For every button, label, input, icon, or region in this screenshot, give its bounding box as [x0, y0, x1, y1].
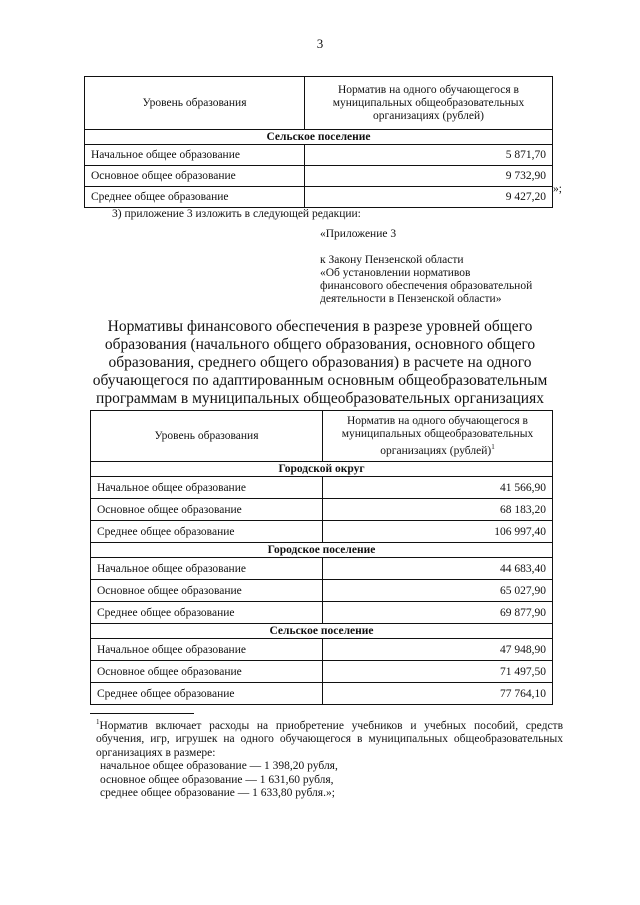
footnote-marker: 1 — [96, 718, 100, 726]
table-row — [85, 187, 553, 208]
document-title: Нормативы финансового обеспечения в разрезе уровней общего образования (начального общего образования, основного общего образования, среднего общего образования) в расчете на одного обучающегося по адаптированным основным общеобразовательным программам в муниципальных общеобразовательных организациях — [92, 318, 548, 407]
quote-close-suffix: »; — [553, 183, 562, 195]
cell-value: 77 764,10 — [323, 683, 553, 705]
section-title: Городское поселение — [91, 543, 553, 558]
column-header-level: Уровень образования — [85, 77, 305, 130]
appendix-line: «Об установлении нормативов — [320, 267, 471, 279]
section-row — [91, 543, 553, 558]
norm-table-rural — [84, 76, 553, 208]
table-row — [91, 521, 553, 543]
table-row — [91, 602, 553, 624]
footnote-text: Норматив включает расходы на приобретение учебников и учебных пособий, средств обучения, игр, игрушек на одного обучающегося в муниципальных общеобразовательных организациях в размере: — [96, 719, 563, 759]
section-row — [91, 624, 553, 639]
footnote-separator — [90, 713, 194, 714]
appendix-line: финансового обеспечения образовательной — [320, 280, 533, 292]
section-title: Городской округ — [91, 462, 553, 477]
cell-level: Основное общее образование — [91, 499, 323, 521]
appendix-line: к Закону Пензенской области — [320, 254, 464, 266]
table-row — [91, 558, 553, 580]
cell-value: 71 497,50 — [323, 661, 553, 683]
cell-level: Начальное общее образование — [91, 477, 323, 499]
table-row — [91, 477, 553, 499]
section-title: Сельское поселение — [85, 130, 553, 145]
footnote-line: начальное общее образование — 1 398,20 рубля, — [100, 760, 338, 773]
footnote — [96, 716, 563, 801]
section-row — [85, 130, 553, 145]
cell-level: Среднее общее образование — [91, 683, 323, 705]
cell-level: Начальное общее образование — [91, 639, 323, 661]
table-row — [91, 661, 553, 683]
page-number: 3 — [316, 36, 324, 51]
footnote-line: среднее общее образование — 1 633,80 рубля.»; — [100, 787, 335, 800]
norm-table-adapted — [90, 410, 553, 705]
table-row — [91, 499, 553, 521]
cell-level: Начальное общее образование — [85, 145, 305, 166]
cell-level: Начальное общее образование — [91, 558, 323, 580]
footnote-body — [96, 716, 563, 760]
cell-value: 5 871,70 — [305, 145, 553, 166]
table-row — [85, 145, 553, 166]
column-header-norm-text: Норматив на одного обучающегося в муниципальных общеобразовательных организациях (рублей) — [341, 414, 534, 457]
table-row — [91, 580, 553, 602]
appendix-header — [320, 228, 580, 306]
cell-value: 69 877,90 — [323, 602, 553, 624]
table-row — [91, 639, 553, 661]
footnote-line: основное общее образование — 1 631,60 рубля, — [100, 773, 334, 786]
table-row — [91, 683, 553, 705]
appendix-title: «Приложение 3 — [320, 228, 397, 240]
cell-level: Основное общее образование — [85, 166, 305, 187]
cell-value: 41 566,90 — [323, 477, 553, 499]
section-row — [91, 462, 553, 477]
cell-value: 9 732,90 — [305, 166, 553, 187]
cell-level: Среднее общее образование — [91, 602, 323, 624]
cell-value: 68 183,20 — [323, 499, 553, 521]
section-title: Сельское поселение — [91, 624, 553, 639]
cell-value: 9 427,20 — [305, 187, 553, 208]
cell-value: 47 948,90 — [323, 639, 553, 661]
footnote-ref: 1 — [491, 442, 495, 451]
table-header-row — [85, 77, 553, 130]
appendix-line: деятельности в Пензенской области» — [320, 293, 502, 305]
amendment-item: 3) приложение 3 изложить в следующей редакции: — [112, 208, 361, 220]
column-header-norm — [323, 411, 553, 462]
table-row — [85, 166, 553, 187]
cell-value: 44 683,40 — [323, 558, 553, 580]
cell-value: 65 027,90 — [323, 580, 553, 602]
table-header-row — [91, 411, 553, 462]
cell-level: Среднее общее образование — [85, 187, 305, 208]
cell-value: 106 997,40 — [323, 521, 553, 543]
cell-level: Основное общее образование — [91, 661, 323, 683]
column-header-level: Уровень образования — [91, 411, 323, 462]
cell-level: Основное общее образование — [91, 580, 323, 602]
column-header-norm: Норматив на одного обучающегося в муниципальных общеобразовательных организациях (рублей) — [305, 77, 553, 130]
cell-level: Среднее общее образование — [91, 521, 323, 543]
